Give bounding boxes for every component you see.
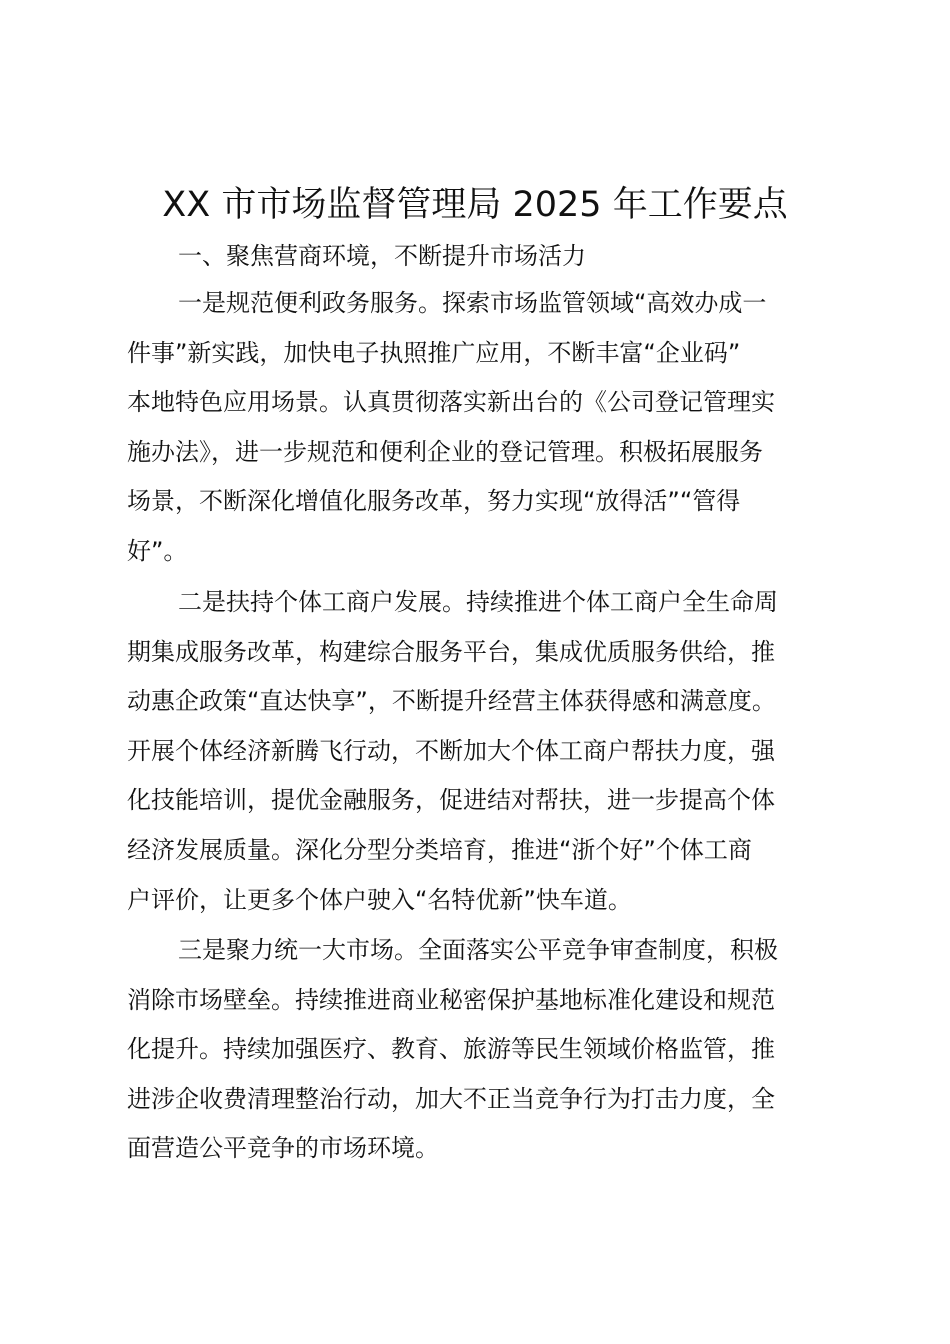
- paragraph-line: 消除市场壁垒。持续推进商业秘密保护基地标准化建设和规范: [127, 985, 775, 1014]
- paragraph-line: 开展个体经济新腾飞行动，不断加大个体工商户帮扶力度，强: [127, 736, 775, 765]
- paragraph-line: 一是规范便利政务服务。探索市场监管领域“高效办成一: [178, 289, 767, 317]
- paragraph-line: 进涉企收费清理整治行动，加大不正当竞争行为打击力度，全: [127, 1084, 775, 1113]
- paragraph-line: 户评价，让更多个体户驶入“名特优新”快车道。: [127, 885, 632, 914]
- paragraph-line: 面营造公平竞争的市场环境。: [127, 1134, 439, 1163]
- paragraph-2: [127, 578, 837, 925]
- paragraph-line: 化技能培训，提优金融服务，促进结对帮扶，进一步提高个体: [127, 786, 775, 815]
- paragraph-line: 件事”新实践，加快电子执照推广应用，不断丰富“企业码”: [127, 338, 741, 367]
- paragraph-line: 期集成服务改革，构建综合服务平台，集成优质服务供给，推: [127, 637, 775, 666]
- paragraph-line: 化提升。持续加强医疗、教育、旅游等民生领域价格监管，推: [127, 1035, 775, 1064]
- document-title: XX 市市场监督管理局 2025 年工作要点: [162, 185, 788, 225]
- section-heading: 一、聚焦营商环境，不断提升市场活力: [178, 242, 586, 270]
- paragraph-line: 三是聚力统一大市场。全面落实公平竞争审查制度，积极: [178, 936, 778, 964]
- paragraph-line: 好”。: [127, 536, 188, 565]
- paragraph-3: [127, 926, 837, 1174]
- paragraph-line: 经济发展质量。深化分型分类培育，推进“浙个好”个体工商: [127, 835, 752, 864]
- paragraph-line: 动惠企政策“直达快享”，不断提升经营主体获得感和满意度。: [127, 687, 776, 716]
- paragraph-line: 施办法》，进一步规范和便利企业的登记管理。积极拓展服务: [127, 437, 763, 466]
- paragraph-line: 场景，不断深化增值化服务改革，努力实现“放得活”“管得: [127, 487, 741, 516]
- paragraph-line: 本地特色应用场景。认真贯彻落实新出台的《公司登记管理实: [127, 388, 775, 417]
- paragraph-1: [127, 279, 837, 577]
- paragraph-line: 二是扶持个体工商户发展。持续推进个体工商户全生命周: [178, 588, 778, 616]
